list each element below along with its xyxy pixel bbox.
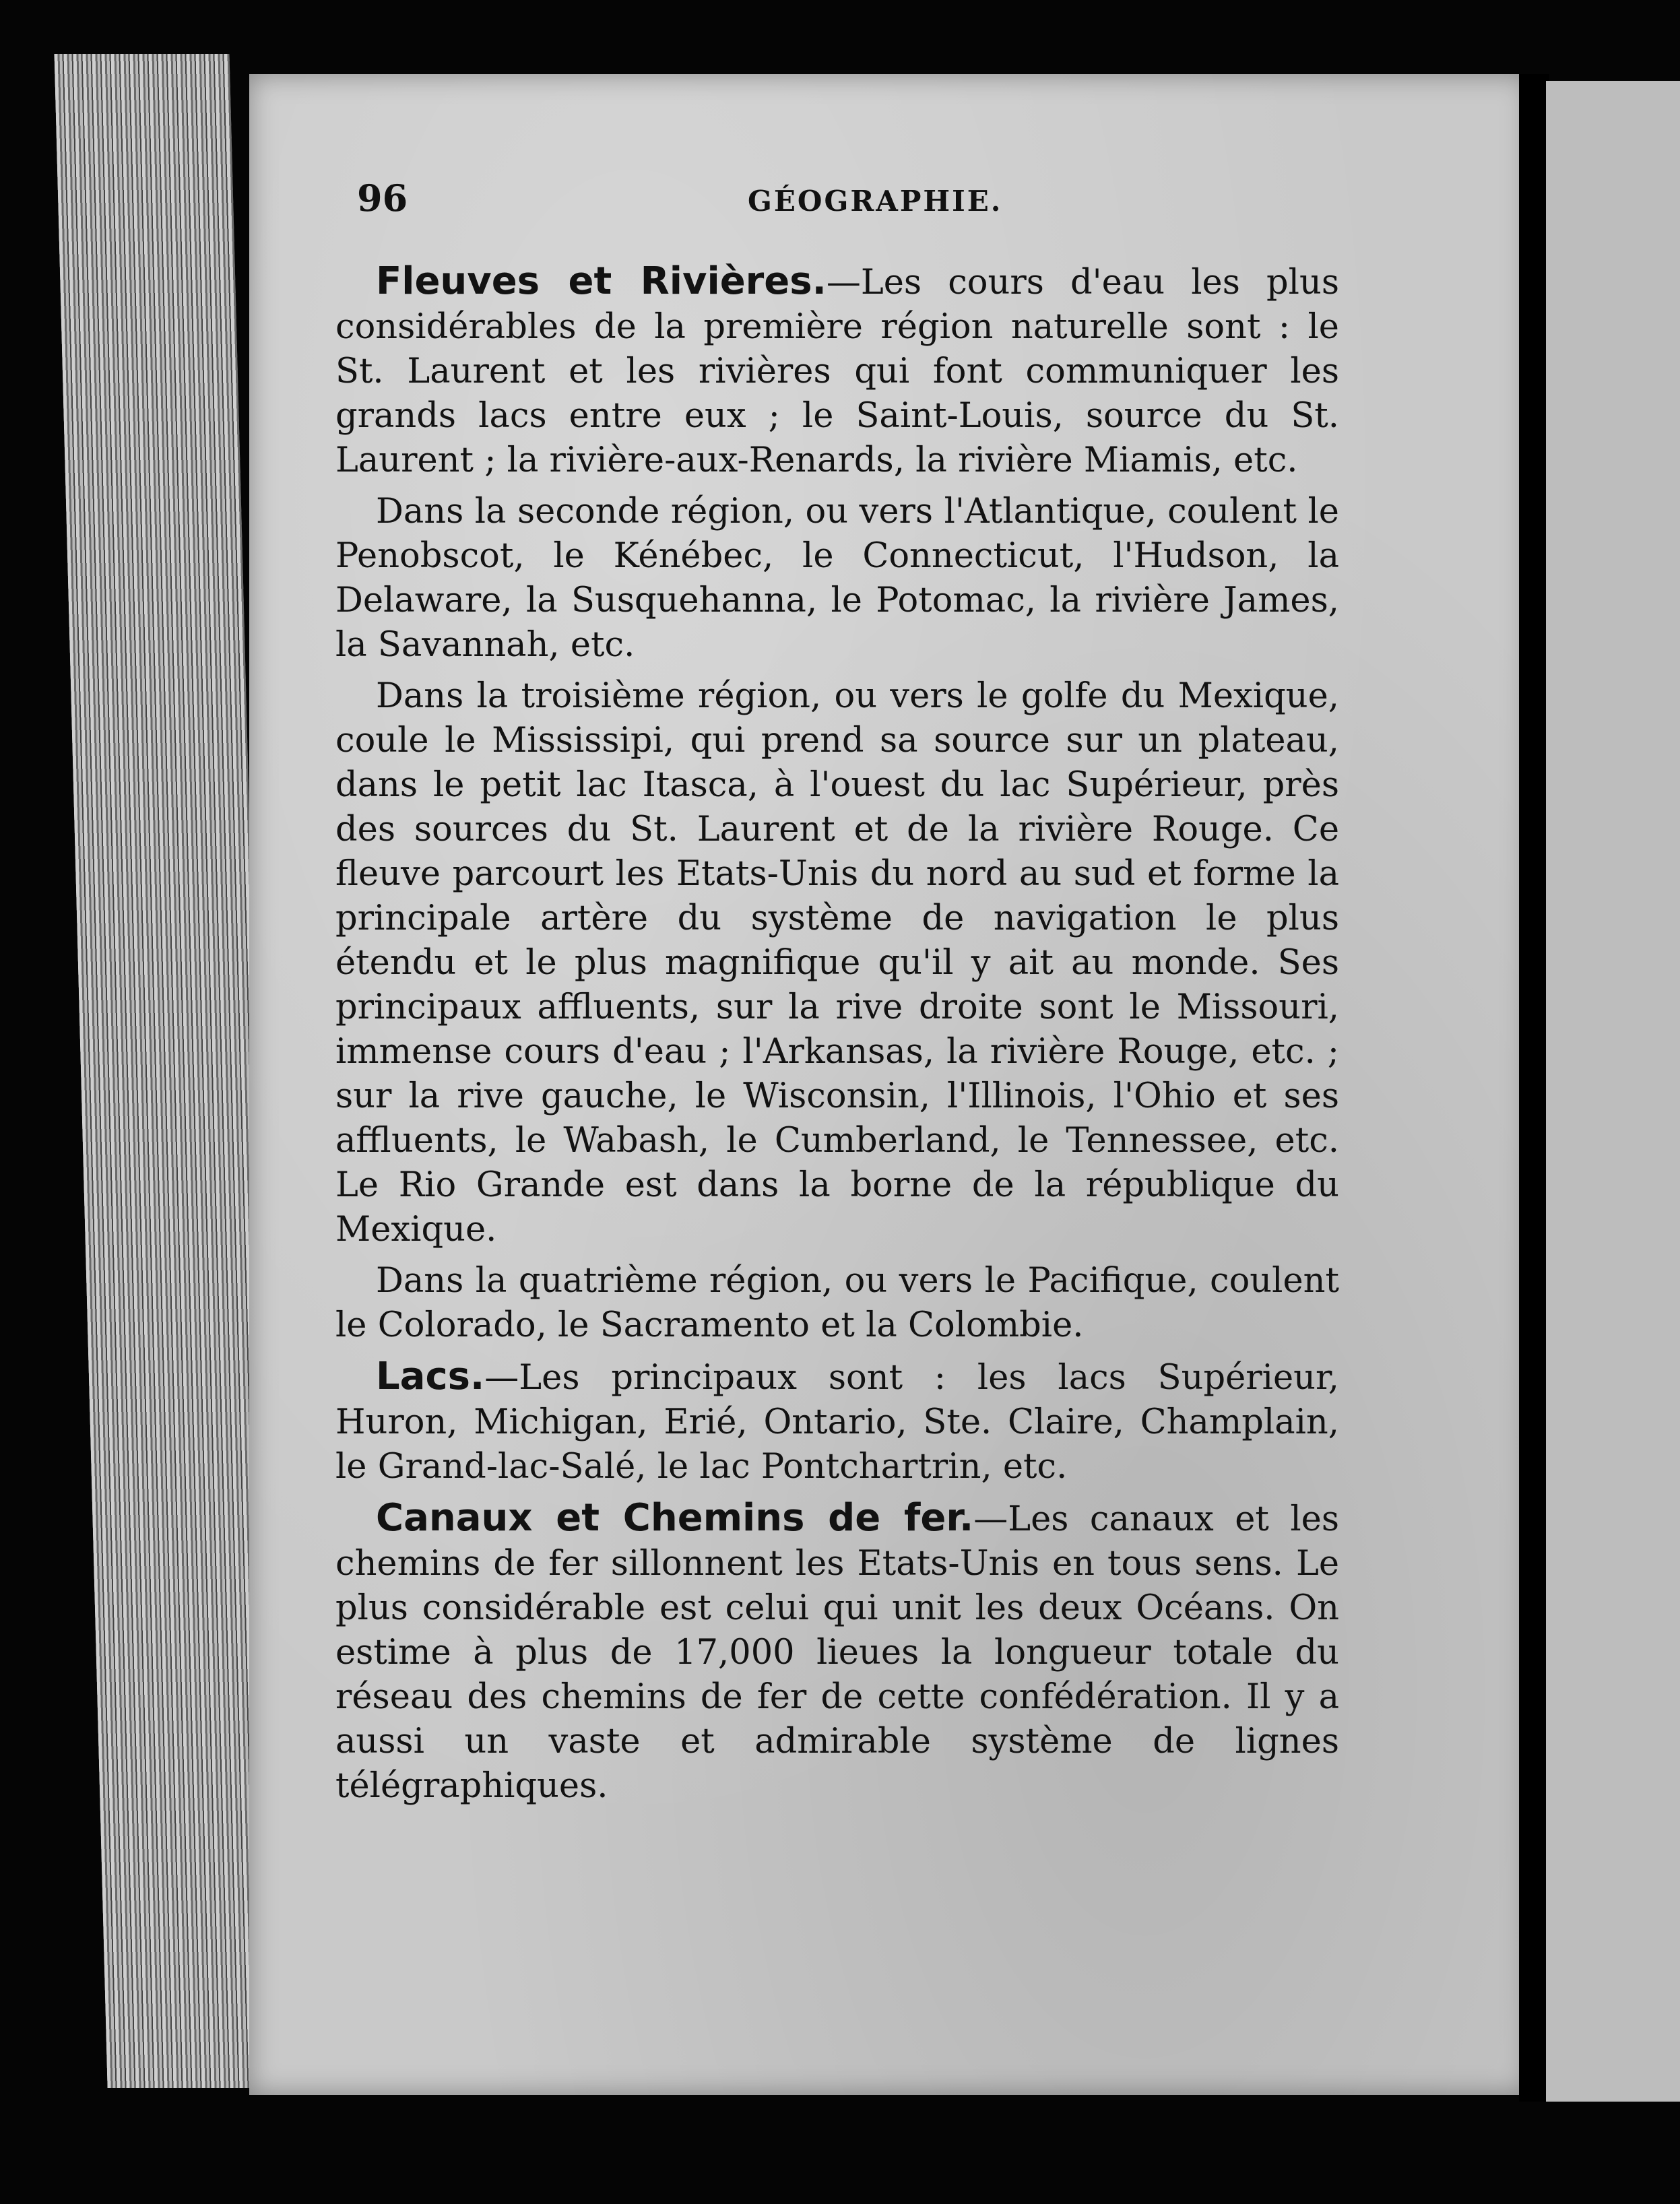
paragraph-text: —Les canaux et les chemins de fer sillonnent les Etats-Unis en tous sens. Le plus considérable est celui qui unit les deux Océans. On estime à plus de 17,000 lieues la longueur totale du réseau des chemins de fer de cette confédération. Il y a aussi un vaste et admirable système de lignes télégraphiques. — [335, 1499, 1339, 1806]
paragraph-fleuves-3: Dans la troisième région, ou vers le golfe du Mexique, coule le Mississipi, qui prend sa source sur un plateau, dans le petit lac Itasca, à l'ouest du lac Supérieur, près des sources du St. Laurent et de la rivière Rouge. Ce fleuve parcourt les Etats-Unis du nord au sud et forme la principale artère du système de navigation le plus étendu et le plus magnifique qu'il y ait au monde. Ses principaux affluents, sur la rive droite sont le Missouri, immense cours d'eau ; l'Arkansas, la rivière Rouge, etc. ; sur la rive gauche, le Wisconsin, l'Illinois, l'Ohio et ses affluents, le Wabash, le Cumberland, le Tennessee, etc. Le Rio Grande est dans la borne de la république du Mexique. — [335, 676, 1339, 1250]
book-page-edges — [54, 54, 282, 2088]
paragraph-fleuves-4: Dans la quatrième région, ou vers le Pacifique, coulent le Colorado, le Sacramento et la Colombie. — [335, 1261, 1339, 1345]
page-number: 96 — [357, 176, 408, 220]
paragraph-text: —Les cours d'eau les plus considérables de la première région naturelle sont : le St. Laurent et les rivières qui font communiquer les grands lacs entre eux ; le Saint-Louis, source du St. Laurent ; la rivière-aux-Renards, la rivière Miamis, etc. — [335, 263, 1339, 480]
book-gutter — [1519, 74, 1549, 2102]
section-heading-fleuves: Fleuves et Rivières. — [376, 259, 827, 303]
section-heading-lacs: Lacs. — [376, 1355, 485, 1398]
facing-page-edge — [1546, 81, 1680, 2102]
paragraph-fleuves-2: Dans la seconde région, ou vers l'Atlantique, coulent le Penobscot, le Kénébec, le Connecticut, l'Hudson, la Delaware, la Susquehanna, le Potomac, la rivière James, la Savannah, etc. — [335, 492, 1339, 665]
running-head: GÉOGRAPHIE. — [748, 185, 1003, 218]
body-text — [335, 259, 1339, 1815]
paragraph-lacs — [335, 1355, 1339, 1489]
section-heading-canaux: Canaux et Chemins de fer. — [376, 1496, 974, 1540]
paragraph-fleuves-1 — [335, 259, 1339, 483]
page-header — [357, 176, 1334, 230]
paragraph-text: —Les principaux sont : les lacs Supérieur, Huron, Michigan, Erié, Ontario, Ste. Claire, Champlain, le Grand-lac-Salé, le lac Pontchartrin, etc. — [335, 1358, 1339, 1487]
paragraph-canaux — [335, 1496, 1339, 1809]
